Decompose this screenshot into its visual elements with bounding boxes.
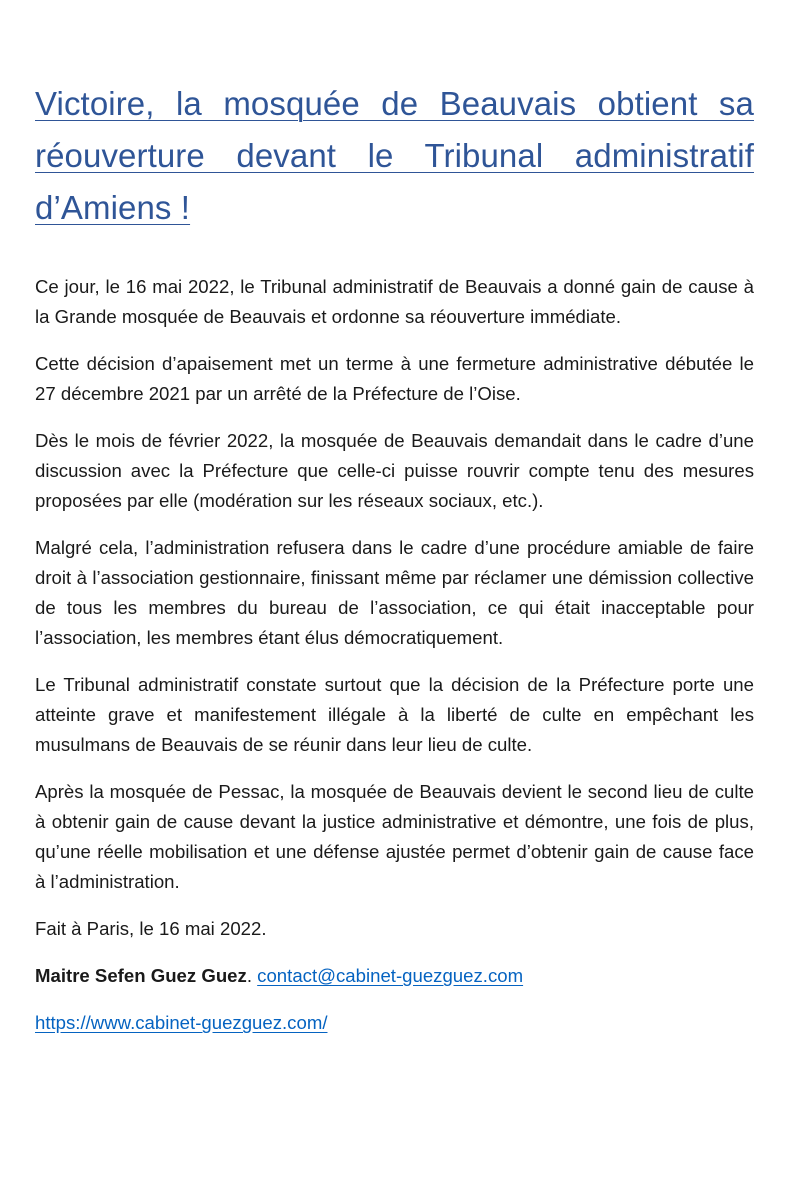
signature-separator: .: [246, 965, 252, 986]
paragraph-appeasement: Cette décision d’apaisement met un terme à une fermeture administrative débutée le 27 décembre 2021 par un arrêté de la Préfecture de l’Oise.: [35, 353, 754, 404]
paragraph-discussion: Dès le mois de février 2022, la mosquée de Beauvais demandait dans le cadre d’une discussion avec la Préfecture que celle-ci puisse rouvrir compte tenu des mesures proposées par elle (modération sur les réseaux sociaux, etc.).: [35, 430, 754, 511]
document-title: Victoire, la mosquée de Beauvais obtient sa réouverture devant le Tribunal administratif d’Amiens !: [35, 85, 754, 226]
email-link[interactable]: contact@cabinet-guezguez.com: [257, 965, 524, 986]
document-body: [35, 272, 754, 1038]
website-line: [35, 1008, 754, 1038]
paragraph-decision: Ce jour, le 16 mai 2022, le Tribunal administratif de Beauvais a donné gain de cause à la Grande mosquée de Beauvais et ordonne sa réouverture immédiate.: [35, 276, 754, 327]
signatory-name: Maitre Sefen Guez Guez: [35, 965, 247, 986]
closing-line: Fait à Paris, le 16 mai 2022.: [35, 918, 267, 939]
signature-line: [35, 961, 754, 991]
paragraph-pessac: Après la mosquée de Pessac, la mosquée de Beauvais devient le second lieu de culte à obtenir gain de cause devant la justice administrative et démontre, une fois de plus, qu’une réelle mobilisation et une défense ajustée permet d’obtenir gain de cause face à l’administration.: [35, 781, 754, 892]
document-page: [35, 78, 754, 1055]
paragraph-tribunal-finding: Le Tribunal administratif constate surtout que la décision de la Préfecture porte une atteinte grave et manifestement illégale à la liberté de culte en empêchant les musulmans de Beauvais de se réunir dans leur lieu de culte.: [35, 674, 754, 755]
website-link[interactable]: https://www.cabinet-guezguez.com/: [35, 1012, 328, 1033]
paragraph-refusal: Malgré cela, l’administration refusera dans le cadre d’une procédure amiable de faire droit à l’association gestionnaire, finissant même par réclamer une démission collective de tous les membres du bureau de l’association, ce qui était inacceptable pour l’association, les membres étant élus démocratiquement.: [35, 537, 754, 648]
